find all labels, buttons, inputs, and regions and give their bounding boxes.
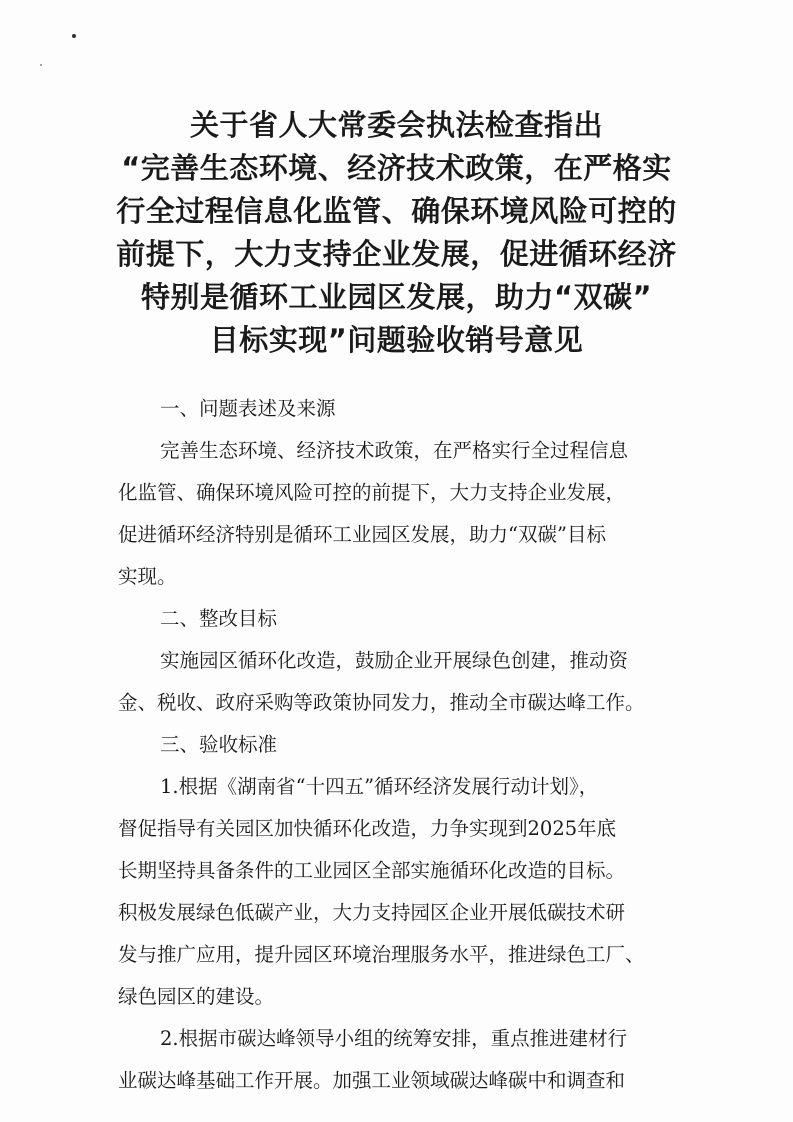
title-line: 目标实现”问题验收销号意见 — [209, 323, 584, 357]
paragraph-line: 绿色园区的建设。 — [118, 985, 275, 1008]
paragraph-line: 督促指导有关园区加快循环化改造，力争实现到2025年底 — [118, 817, 617, 840]
section-heading: 二、整改目标 — [160, 607, 278, 630]
scan-speck — [40, 64, 42, 66]
document-body — [118, 388, 678, 1102]
paragraph-line: 促进循环经济特别是循环工业园区发展，助力“双碳”目标 — [118, 523, 606, 546]
section-paragraph — [118, 640, 678, 724]
title-line: 行全过程信息化监管、确保环境风险可控的 — [116, 194, 677, 228]
paragraph-line: 2.根据市碳达峰领导小组的统筹安排，重点推进建材行 — [160, 1027, 628, 1050]
section-paragraph — [118, 1018, 678, 1102]
scan-speck — [72, 34, 76, 38]
paragraph-line: 积极发展绿色低碳产业，大力支持园区企业开展低碳技术研 — [118, 901, 626, 924]
title-line: “完善生态环境、经济技术政策，在严格实 — [121, 151, 672, 185]
paragraph-line: 实现。 — [118, 565, 177, 588]
paragraph-line: 发与推广应用，提升园区环境治理服务水平，推进绿色工厂、 — [118, 943, 645, 966]
paragraph-line: 长期坚持具备条件的工业园区全部实施循环化改造的目标。 — [118, 859, 626, 882]
paragraph-line: 业碳达峰基础工作开展。加强工业领域碳达峰碳中和调查和 — [118, 1069, 626, 1092]
section-paragraph — [118, 430, 678, 598]
title-line: 前提下，大力支持企业发展，促进循环经济 — [116, 237, 677, 271]
document-title — [60, 104, 733, 362]
section-heading: 一、问题表述及来源 — [160, 397, 336, 420]
paragraph-line: 1.根据《湖南省“十四五”循环经济发展行动计划》， — [160, 775, 599, 798]
section-paragraph — [118, 766, 678, 1018]
paragraph-line: 完善生态环境、经济技术政策，在严格实行全过程信息 — [160, 439, 629, 462]
paragraph-line: 实施园区循环化改造，鼓励企业开展绿色创建，推动资 — [160, 649, 629, 672]
title-line: 特别是循环工业园区发展，助力“双碳” — [140, 280, 653, 314]
paragraph-line: 化监管、确保环境风险可控的前提下，大力支持企业发展， — [118, 481, 626, 504]
title-line: 关于省人大常委会执法检查指出 — [189, 108, 603, 142]
paragraph-line: 金、税收、政府采购等政策协同发力，推动全市碳达峰工作。 — [118, 691, 645, 714]
section-heading: 三、验收标准 — [160, 733, 278, 756]
